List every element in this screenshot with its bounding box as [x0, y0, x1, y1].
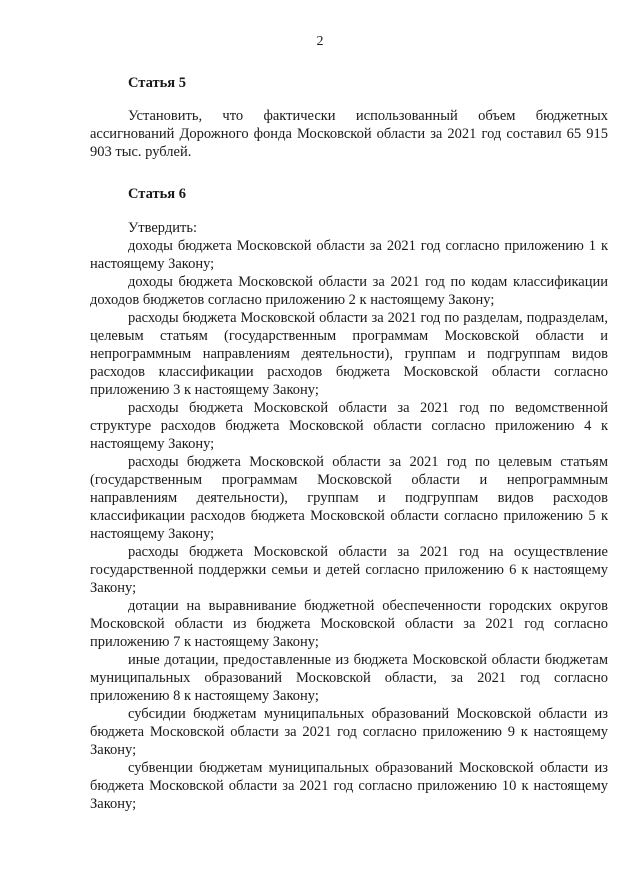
article6-item-2: доходы бюджета Московской области за 2021 год по кодам классификации доходов бюджетов согласно приложению 2 к настоящему Закону; [90, 274, 608, 308]
article5-heading: Статья 5 [128, 75, 186, 91]
article6-intro: Утвердить: [128, 220, 197, 236]
article6-item-6: расходы бюджета Московской области за 2021 год на осуществление государственной поддержки семьи и детей согласно приложению 6 к настоящему Закону; [90, 544, 608, 596]
article6-item-10: субвенции бюджетам муниципальных образований Московской области из бюджета Московской области за 2021 год согласно приложению 10 к настоящему Закону; [90, 760, 608, 812]
article6-item-5: расходы бюджета Московской области за 2021 год по целевым статьям (государственным программам Московской области и непрограммным направлениям деятельности), группам и подгруппам видов расходов классификации расходов бюджета Московской области согласно приложению 5 к настоящему Закону; [90, 454, 608, 542]
article5-text: Установить, что фактически использованный объем бюджетных ассигнований Дорожного фонда Московской области за 2021 год составил 65 915 903 тыс. рублей. [90, 108, 608, 160]
document-body [90, 74, 608, 813]
article6-item-7: дотации на выравнивание бюджетной обеспеченности городских округов Московской области из бюджета Московской области за 2021 год согласно приложению 7 к настоящему Закону; [90, 598, 608, 650]
article6-heading: Статья 6 [128, 186, 186, 202]
article6-item-9: субсидии бюджетам муниципальных образований Московской области из бюджета Московской области за 2021 год согласно приложению 9 к настоящему Закону; [90, 706, 608, 758]
article6-item-3: расходы бюджета Московской области за 2021 год по разделам, подразделам, целевым статьям (государственным программам Московской области и непрограммным направлениям деятельности), группам и подгруппам видов расходов классификации расходов бюджета Московской области согласно приложению 3 к настоящему Закону; [90, 310, 608, 398]
article6-item-1: доходы бюджета Московской области за 2021 год согласно приложению 1 к настоящему Закону; [90, 238, 608, 272]
article6-item-4: расходы бюджета Московской области за 2021 год по ведомственной структуре расходов бюджета Московской области согласно приложению 4 к настоящему Закону; [90, 400, 608, 452]
article6-item-8: иные дотации, предоставленные из бюджета Московской области бюджетам муниципальных образований Московской области, за 2021 год согласно приложению 8 к настоящему Закону; [90, 652, 608, 704]
page-number: 2 [316, 34, 324, 49]
